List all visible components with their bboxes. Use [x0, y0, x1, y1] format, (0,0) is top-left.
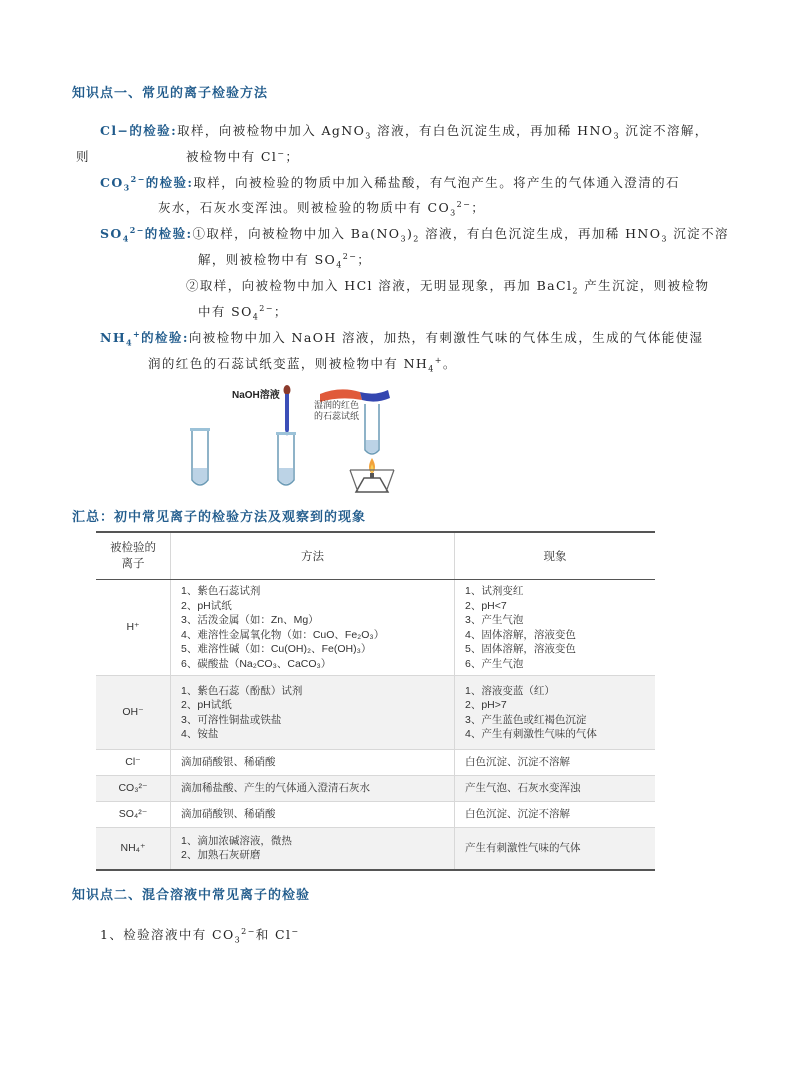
result-cell — [455, 580, 656, 676]
result-line: 白色沉淀、沉淀不溶解 — [465, 808, 570, 821]
heated-tube — [365, 404, 379, 454]
method-line: 6、碳酸盐（Na₂CO₃、CaCO₃） — [181, 657, 332, 670]
result-cell — [455, 750, 656, 776]
method-line: 滴加硝酸钡、稀硝酸 — [181, 808, 276, 821]
method-line: 2、pH试纸 — [181, 699, 232, 711]
table-row — [96, 828, 655, 870]
experiment-illustration — [180, 384, 420, 496]
co3-test-line1: $CO_3^{2-}$的检验:取样，向被检验的物质中加入稀盐酸，有气泡产生。将产生的气体通入澄清的石 — [100, 173, 680, 193]
result-line: 白色沉淀、沉淀不溶解 — [465, 756, 570, 769]
so4-test-line3: ②取样，向被检物中加入 HCl 溶液，无明显现象，再加 BaCl$_2$ 产生沉淀，则被检物 — [186, 278, 710, 296]
method-line: 1、紫色石蕊（酚酞）试剂 — [181, 684, 303, 697]
table-row — [96, 802, 655, 828]
nh4-test-line2: 润的红色的石蕊试纸变蓝，则被检物中有 $NH_4^+$。 — [148, 355, 457, 374]
method-line: 3、活泼金属（如：Zn、Mg） — [181, 614, 319, 626]
method-line: 5、难溶性碱（如：Cu(OH)₂、Fe(OH)₃） — [181, 643, 372, 655]
ion-cell: OH⁻ — [96, 676, 171, 750]
result-line: 2、pH>7 — [465, 699, 507, 711]
summary-title: 汇总：初中常见离子的检验方法及观察到的现象 — [72, 510, 367, 525]
result-line: 5、固体溶解，溶液变色 — [465, 643, 576, 655]
table-row — [96, 580, 655, 676]
so4-label: $SO_4^{2-}$的检验: — [100, 224, 193, 244]
table-row — [96, 676, 655, 750]
method-line: 1、滴加浓碱溶液，微热 — [181, 834, 292, 847]
header-result: 现象 — [455, 532, 656, 580]
co3-label: $CO_3^{2-}$的检验: — [100, 173, 194, 193]
naoh-label: NaOH溶液 — [232, 390, 280, 401]
nh4-test-line1: $NH_4^+$的检验:向被检物中加入 NaOH 溶液，加热，有刺激性气味的气体生成，生成的气体能使湿 — [100, 328, 704, 348]
ion-test-table — [96, 531, 655, 871]
result-line: 1、溶液变蓝（红） — [465, 684, 555, 697]
method-cell — [171, 802, 455, 828]
result-line: 4、固体溶解，溶液变色 — [465, 628, 576, 641]
result-line: 产生气泡、石灰水变浑浊 — [465, 782, 581, 795]
ion-cell: H⁺ — [96, 580, 171, 676]
result-cell — [455, 776, 656, 802]
result-line: 4、产生有刺激性气味的气体 — [465, 728, 597, 740]
paper-label-1: 湿润的红色 — [314, 400, 360, 410]
so4-test-line2: 解，则被检物中有 $SO_4^{2-}$； — [198, 251, 372, 270]
method-cell — [171, 676, 455, 750]
alcohol-lamp-icon — [350, 458, 394, 492]
cl-test-ze: 则 — [76, 149, 90, 164]
cl-test-line1: Cl−的检验:取样，向被检物中加入 AgNO$_3$ 溶液，有白色沉淀生成，再加稀 $HNO_3$ 沉淀不溶解， — [100, 123, 709, 141]
header-ion: 被检验的 离子 — [96, 532, 171, 580]
co3-test-line2: 灰水，石灰水变浑浊。则被检验的物质中有 $CO_3^{2-}$； — [158, 199, 486, 218]
table-row — [96, 750, 655, 776]
result-line: 6、产生气泡 — [465, 657, 524, 670]
paper-label-2: 的石蕊试纸 — [314, 411, 360, 421]
method-line: 4、难溶性金属氧化物（如：CuO、Fe₂O₃） — [181, 628, 385, 641]
test-tube-2 — [276, 432, 296, 485]
result-cell — [455, 676, 656, 750]
method-cell — [171, 750, 455, 776]
ion-cell: SO₄²⁻ — [96, 802, 171, 828]
method-line: 4、铵盐 — [181, 728, 219, 740]
so4-test-line1: $SO_4^{2-}$的检验:①取样，向被检物中加入 $Ba(NO_3)_2$ 溶液，有白色沉淀生成，再加稀 $HNO_3$ 沉淀不溶 — [100, 224, 729, 244]
header-method: 方法 — [171, 532, 455, 580]
so4-test-line4: 中有 $SO_4^{2-}$； — [198, 303, 288, 322]
method-line: 滴加硝酸银、稀硝酸 — [181, 756, 276, 769]
test-tube-1 — [190, 428, 210, 485]
ion-cell: Cl⁻ — [96, 750, 171, 776]
ion-cell: NH₄⁺ — [96, 828, 171, 870]
method-line: 2、pH试纸 — [181, 599, 232, 612]
method-line: 滴加稀盐酸、产生的气体通入澄清石灰水 — [181, 782, 370, 795]
method-cell — [171, 580, 455, 676]
method-line: 3、可溶性铜盐或铁盐 — [181, 713, 282, 726]
result-cell — [455, 828, 656, 870]
method-line: 1、紫色石蕊试剂 — [181, 585, 261, 597]
result-line: 3、产生蓝色或红褐色沉淀 — [465, 713, 587, 726]
result-line: 1、试剂变红 — [465, 585, 524, 597]
method-line: 2、加熟石灰研磨 — [181, 849, 261, 862]
result-line: 3、产生气泡 — [465, 614, 524, 626]
cl-label: Cl−的检验: — [100, 123, 178, 138]
cl-test-line2: 被检物中有 Cl−； — [186, 148, 300, 164]
result-line: 产生有刺激性气味的气体 — [465, 842, 581, 854]
method-cell — [171, 776, 455, 802]
section1-title: 知识点一、常见的离子检验方法 — [72, 86, 269, 101]
ion-cell: CO₃²⁻ — [96, 776, 171, 802]
method-cell — [171, 828, 455, 870]
nh4-label: $NH_4^+$的检验: — [100, 328, 189, 348]
dropper-icon — [284, 385, 291, 436]
result-line: 2、pH<7 — [465, 599, 507, 612]
item1-line: 1、检验溶液中有 $CO_3^{2-}$和 Cl− — [100, 926, 300, 945]
table-row — [96, 776, 655, 802]
result-cell — [455, 802, 656, 828]
experiment-figure — [180, 384, 420, 496]
section2-title: 知识点二、混合溶液中常见离子的检验 — [72, 888, 311, 903]
